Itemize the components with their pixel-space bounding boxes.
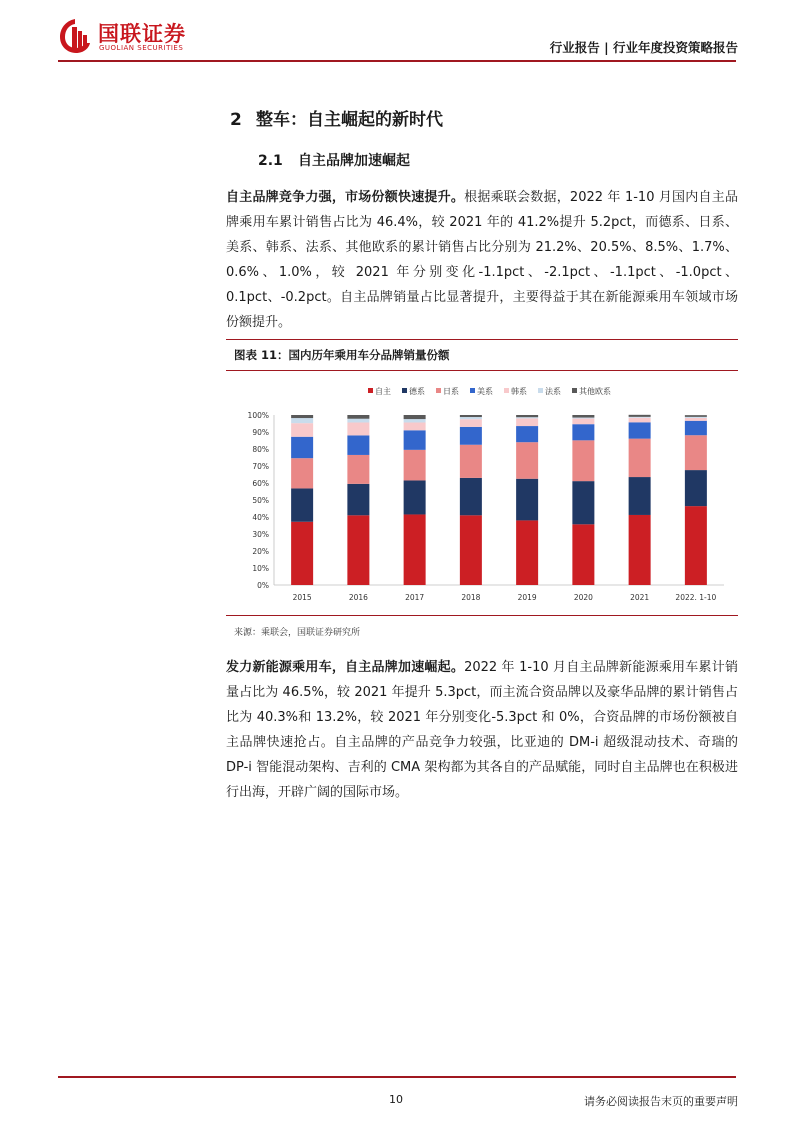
y-tick-label: 10% [252,564,269,573]
bar-segment [291,522,313,585]
bar-segment [629,418,651,423]
bar-segment [629,422,651,438]
legend-swatch [504,388,509,393]
x-tick-label: 2017 [405,593,425,602]
logo-text-en: GUOLIAN SECURITIES [99,44,184,52]
bar-segment [460,419,482,427]
bar-segment [516,418,538,426]
x-tick-label: 2021 [630,593,650,602]
bar-segment [516,479,538,521]
bar-segment [629,417,651,418]
bar-segment [629,477,651,515]
legend-label: 日系 [443,387,459,396]
figure-bottom-divider [226,615,738,616]
bar-segment [460,415,482,417]
figure-title: 图表 11：国内历年乘用车分品牌销量份额 [234,348,450,362]
y-tick-label: 90% [252,428,269,437]
bar-segment [685,417,707,418]
disclaimer-note: 请务必阅读报告末页的重要声明 [584,1095,738,1108]
bar-segment [629,439,651,477]
legend-swatch [470,388,475,393]
x-tick-label: 2022. 1-10 [675,593,717,602]
bar-segment [460,515,482,585]
paragraph-1 [226,185,738,335]
report-type: 行业报告 | 行业年度投资策略报告 [549,40,738,55]
bar-segment [516,415,538,417]
bar-segment [516,520,538,585]
section-title: 整车：自主崛起的新时代 [256,110,443,130]
x-tick-label: 2019 [517,593,537,602]
bar-segment [460,417,482,419]
bar-segment [572,440,594,481]
section-number: 2 [230,110,242,130]
bar-segment [404,430,426,450]
y-tick-label: 80% [252,445,269,454]
bar-segment [516,426,538,442]
bar-segment [291,418,313,423]
y-tick-label: 70% [252,462,269,471]
bar-segment [572,418,594,419]
paragraph-1-lead: 自主品牌竞争力强，市场份额快速提升。 [226,190,465,205]
page-header [0,0,794,62]
bar-segment [629,515,651,585]
subsection-title: 自主品牌加速崛起 [298,153,410,169]
section-heading [230,105,443,130]
bar-segment [516,442,538,479]
bar-segment [291,415,313,418]
bar-segment [347,422,369,435]
bar-segment [685,470,707,506]
y-tick-label: 100% [247,411,269,420]
bar-segment [291,437,313,458]
legend-swatch [538,388,543,393]
bar-segment [347,455,369,484]
x-tick-label: 2020 [573,593,593,602]
bar-segment [685,421,707,435]
bar-segment [685,418,707,421]
bar-segment [404,514,426,585]
bar-segment [516,417,538,418]
bar-segment [404,480,426,514]
bar-segment [572,524,594,585]
y-tick-label: 40% [252,513,269,522]
chart-canvas [226,375,738,611]
bar-segment [404,422,426,430]
y-tick-label: 60% [252,479,269,488]
subsection-number: 2.1 [258,153,283,169]
bar-segment [347,484,369,515]
brand-share-chart [226,375,738,611]
legend-label: 德系 [409,387,425,396]
y-tick-label: 20% [252,547,269,556]
bar-segment [685,415,707,417]
header-divider [58,60,736,62]
footer-divider [58,1076,736,1078]
bar-segment [404,450,426,481]
bar-segment [347,515,369,585]
bar-segment [347,415,369,419]
legend-label: 法系 [545,387,561,396]
legend-swatch [402,388,407,393]
bar-segment [460,478,482,515]
x-tick-label: 2018 [461,593,481,602]
legend-swatch [436,388,441,393]
paragraph-1-body: 根据乘联会数据，2022 年 1-10 月国内自主品牌乘用车累计销售占比为 46.4%，较 2021 年的 41.2%提升 5.2pct，而德系、日系、美系、韩系、法系、其他欧系的累计销售占比分别为 21.2%、20.5%、8.5%、1.7%、0.6%、1.0%，较 2021 年分别变化-1.1pct、-2.1pct、-1.1pct、-1.0pct、0.1pct、-0.2pct。自主品牌销量占比显著提升，主要得益于其在新能源乘用车领域市场份额提升。 [226,190,738,330]
bar-segment [291,423,313,437]
y-tick-label: 50% [252,496,269,505]
bar-segment [685,435,707,470]
logo-mark-icon [58,16,92,56]
legend-label: 自主 [375,387,391,396]
y-tick-label: 30% [252,530,269,539]
legend-label: 美系 [477,387,493,396]
subsection-heading [258,150,410,170]
bar-segment [291,488,313,521]
page-number: 10 [389,1093,403,1106]
bar-segment [347,435,369,455]
legend-swatch [368,388,373,393]
bar-segment [572,419,594,425]
legend-swatch [572,388,577,393]
legend-label: 韩系 [511,387,527,396]
bar-segment [460,445,482,478]
bar-segment [572,415,594,418]
bar-segment [404,419,426,422]
bar-segment [460,427,482,445]
bar-segment [404,415,426,419]
bar-segment [291,458,313,488]
bar-segment [685,506,707,585]
bar-segment [572,481,594,524]
bar-segment [347,419,369,423]
logo-text-cn: 国联证券 [98,22,186,46]
figure-title-bar [226,339,738,371]
legend-label: 其他欧系 [579,387,611,396]
bar-segment [572,424,594,440]
bar-segment [629,415,651,417]
x-tick-label: 2015 [292,593,312,602]
company-logo [58,16,218,56]
y-tick-label: 0% [257,581,269,590]
paragraph-2-lead: 发力新能源乘用车，自主品牌加速崛起。 [226,660,465,675]
x-tick-label: 2016 [348,593,368,602]
figure-source: 来源：乘联会，国联证券研究所 [234,628,361,638]
paragraph-2-body: 2022 年 1-10 月自主品牌新能源乘用车累计销量占比为 46.5%，较 2021 年提升 5.3pct，而主流合资品牌以及豪华品牌的累计销售占比为 40.3%和 13.2%，较 2021 年分别变化-5.3pct 和 0%，合资品牌的市场份额被自主品牌快速抢占。自主品牌的产品竞争力较强，比亚迪的 DM-i 超级混动技术、奇瑞的 DP-i 智能混动架构、吉利的 CMA 架构都为其各自的产品赋能，同时自主品牌也在积极进行出海，开辟广阔的国际市场。 [226,660,738,800]
paragraph-2 [226,655,738,805]
